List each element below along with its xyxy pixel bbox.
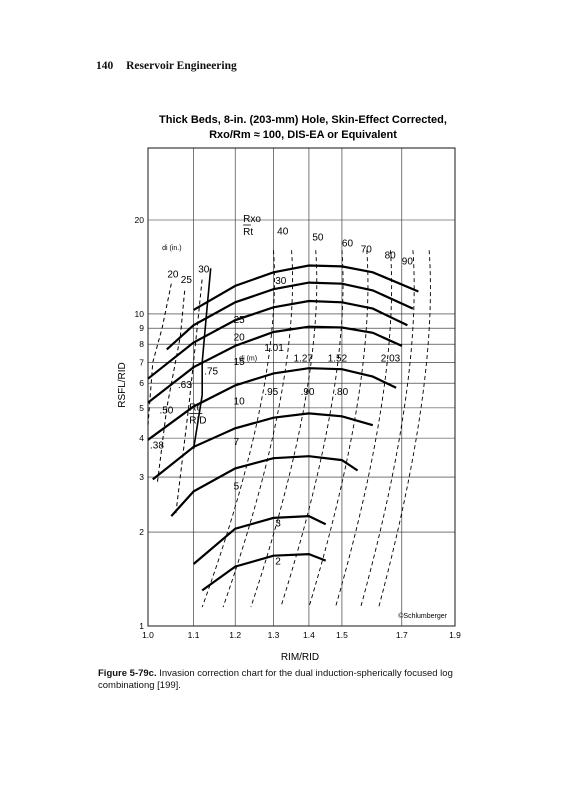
di-curve-label: 20 bbox=[167, 269, 179, 281]
rt-rid-curve-label: 30 bbox=[275, 275, 287, 287]
chart-title-line2: Rxo/Rm ≈ 100, DIS-EA or Equivalent bbox=[209, 129, 397, 141]
y-tick-label: 20 bbox=[134, 215, 144, 225]
x-tick-label: 1.0 bbox=[142, 630, 154, 640]
rt-rid-curve-label: 25 bbox=[233, 315, 245, 327]
top-curve-label: 50 bbox=[312, 232, 324, 244]
rt-rid-curve bbox=[153, 413, 373, 479]
rxo-label-bottom: Rt bbox=[243, 227, 254, 238]
x-axis-label: RIM/RID bbox=[280, 652, 320, 663]
top-curve-label: 80 bbox=[384, 250, 396, 262]
y-tick-label: 9 bbox=[139, 323, 144, 334]
figure-caption bbox=[98, 668, 478, 692]
rt-rid-curve bbox=[148, 301, 407, 379]
x-tick-label: 1.5 bbox=[336, 630, 348, 640]
di-m-label: .80 bbox=[334, 386, 349, 398]
di-m-label: .95 bbox=[264, 386, 279, 398]
di-m-label: .90 bbox=[300, 386, 315, 398]
copyright-text: ©Schlumberger bbox=[398, 613, 447, 620]
rt-rid-curve-label: 2 bbox=[275, 556, 281, 568]
rt-rid-curve-label: 5 bbox=[233, 481, 240, 493]
top-curve-label: 90 bbox=[401, 256, 413, 268]
rt-rid-curve-label: 20 bbox=[233, 332, 245, 344]
rt-rid-curve-label: 3 bbox=[275, 518, 281, 530]
rt-rid-curve bbox=[171, 456, 357, 516]
rt-rid-curve bbox=[194, 266, 419, 310]
di-in-label: di (in.) bbox=[162, 245, 182, 253]
top-curve-label: 60 bbox=[341, 238, 354, 250]
rt-rid-curve bbox=[202, 554, 326, 590]
page-number: 140 bbox=[96, 60, 114, 72]
rt-rid-curve-label: 7 bbox=[233, 436, 240, 448]
y-tick-label: 10 bbox=[134, 308, 144, 319]
di-m-axis-label: di (m) bbox=[239, 355, 258, 363]
dashed-fan-curve bbox=[202, 250, 274, 607]
x-tick-label: 1.7 bbox=[395, 630, 408, 640]
rt-rid-curve-label: 10 bbox=[233, 396, 245, 408]
x-tick-label: 1.4 bbox=[303, 630, 315, 640]
di-curve bbox=[176, 278, 202, 513]
di-m-label: 1.01 bbox=[264, 343, 284, 355]
di-m-label: .38 bbox=[150, 440, 164, 452]
x-tick-label: 1.3 bbox=[267, 630, 280, 640]
rt-rid-label-top: Rt bbox=[189, 402, 200, 414]
chart-title-line1: Thick Beds, 8-in. (203-mm) Hole, Skin-Effect Corrected, bbox=[159, 114, 447, 126]
di-m-label: .50 bbox=[159, 405, 174, 417]
di-curve-label: 25 bbox=[180, 275, 192, 287]
y-tick-label: 5 bbox=[139, 402, 144, 413]
di-m-label: .75 bbox=[204, 366, 219, 378]
di-m-label: .63 bbox=[177, 379, 192, 391]
y-tick-label: 1 bbox=[139, 621, 144, 631]
rt-rid-label-bottom: RID bbox=[189, 415, 207, 427]
top-curve-label: 70 bbox=[360, 244, 372, 256]
di-m-label: 2.03 bbox=[380, 353, 401, 365]
x-tick-label: 1.1 bbox=[187, 630, 200, 640]
chart-labels bbox=[135, 214, 462, 640]
dashed-fan-curve bbox=[309, 250, 368, 607]
di-m-label: 1.27 bbox=[293, 353, 314, 365]
di-curve-label: 30 bbox=[198, 264, 210, 276]
rt-rid-curve bbox=[194, 516, 326, 564]
rt-rid-curve-label: 15 bbox=[233, 357, 245, 369]
y-tick-label: 8 bbox=[139, 339, 144, 350]
top-curve-label: 40 bbox=[277, 226, 289, 238]
book-title: Reservoir Engineering bbox=[126, 60, 237, 72]
y-tick-label: 6 bbox=[139, 378, 144, 389]
figure-label: Figure 5-79c. bbox=[98, 668, 157, 679]
y-tick-label: 2 bbox=[139, 527, 144, 538]
y-tick-label: 3 bbox=[139, 472, 144, 483]
di-m-label: 1.52 bbox=[327, 353, 348, 365]
x-tick-label: 1.9 bbox=[449, 630, 461, 640]
chart-curves bbox=[148, 250, 430, 607]
caption-text: Invasion correction chart for the dual induction-spherically focused log combinationg [199]. bbox=[98, 668, 453, 691]
x-tick-label: 1.2 bbox=[229, 630, 242, 640]
y-axis-label: RSFL/RID bbox=[117, 362, 128, 408]
y-tick-label: 4 bbox=[139, 433, 144, 444]
rxo-label-top: Rxo bbox=[243, 214, 261, 225]
dashed-fan-curve bbox=[361, 250, 414, 607]
y-tick-label: 7 bbox=[139, 357, 144, 368]
